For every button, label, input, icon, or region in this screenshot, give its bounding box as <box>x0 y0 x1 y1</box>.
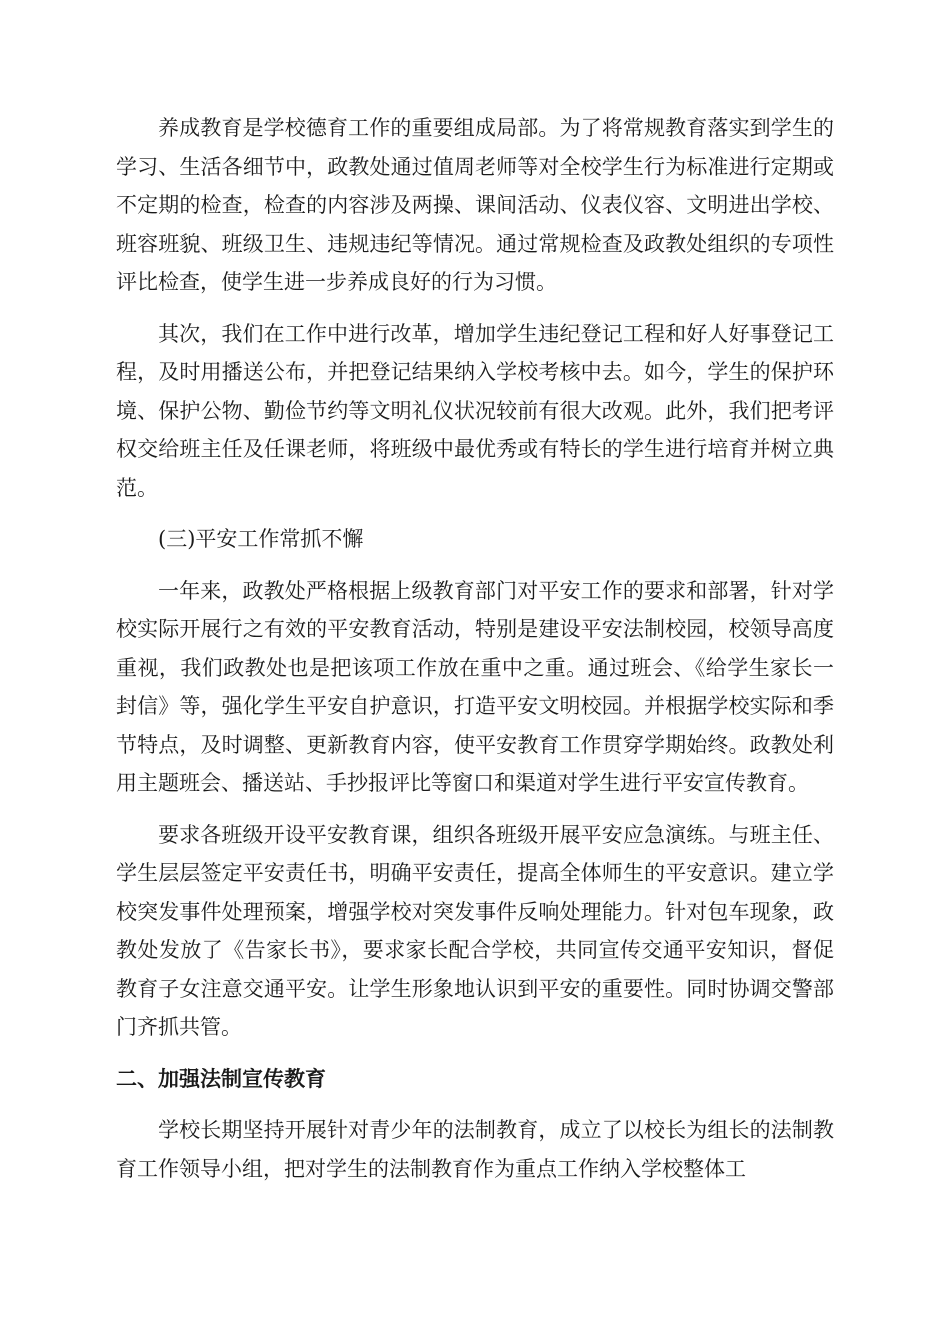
document-body <box>116 109 834 1201</box>
paragraph-reform: 其次，我们在工作中进行改革，增加学生违纪登记工程和好人好事登记工程，及时用播送公布，并把登记结果纳入学校考核中去。如今，学生的保护环境、保护公物、勤俭节约等文明礼仪状况较前有很大改观。此外，我们把考评权交给班主任及任课老师，将班级中最优秀或有特长的学生进行培育并树立典范。 <box>116 321 834 500</box>
paragraph-legal-education: 学校长期坚持开展针对青少年的法制教育，成立了以校长为组长的法制教育工作领导小组，把对学生的法制教育作为重点工作纳入学校整体工 <box>116 1118 834 1181</box>
paragraph-habit-education: 养成教育是学校德育工作的重要组成局部。为了将常规教育落实到学生的学习、生活各细节中，政教处通过值周老师等对全校学生行为标准进行定期或不定期的检查，检查的内容涉及两操、课间活动、仪表仪容、文明进出学校、班容班貌、班级卫生、违规违纪等情况。通过常规检查及政教处组织的专项性评比检查，使学生进一步养成良好的行为习惯。 <box>116 116 834 294</box>
paragraph-safety-year: 一年来，政教处严格根据上级教育部门对平安工作的要求和部署，针对学校实际开展行之有效的平安教育活动，特别是建设平安法制校园，校领导高度重视，我们政教处也是把该项工作放在重中之重。通过班会、《给学生家长一封信》等，强化学生平安自护意识，打造平安文明校园。并根据学校实际和季节特点，及时调整、更新教育内容，使平安教育工作贯穿学期始终。政教处利用主题班会、播送站、手抄报评比等窗口和渠道对学生进行平安宣传教育。 <box>116 578 834 795</box>
paragraph-safety-courses: 要求各班级开设平安教育课，组织各班级开展平安应急演练。与班主任、学生层层签定平安责任书，明确平安责任，提高全体师生的平安意识。建立学校突发事件处理预案，增强学校对突发事件反响处理能力。针对包车现象，政教处发放了《告家长书》，要求家长配合学校，共同宣传交通平安知识，督促教育子女注意交通平安。让学生形象地认识到平安的重要性。同时协调交警部门齐抓共管。 <box>116 822 834 1039</box>
section-heading-legal-education: 二、加强法制宣传教育 <box>116 1066 326 1091</box>
subheading-safety-work: (三)平安工作常抓不懈 <box>158 527 364 551</box>
